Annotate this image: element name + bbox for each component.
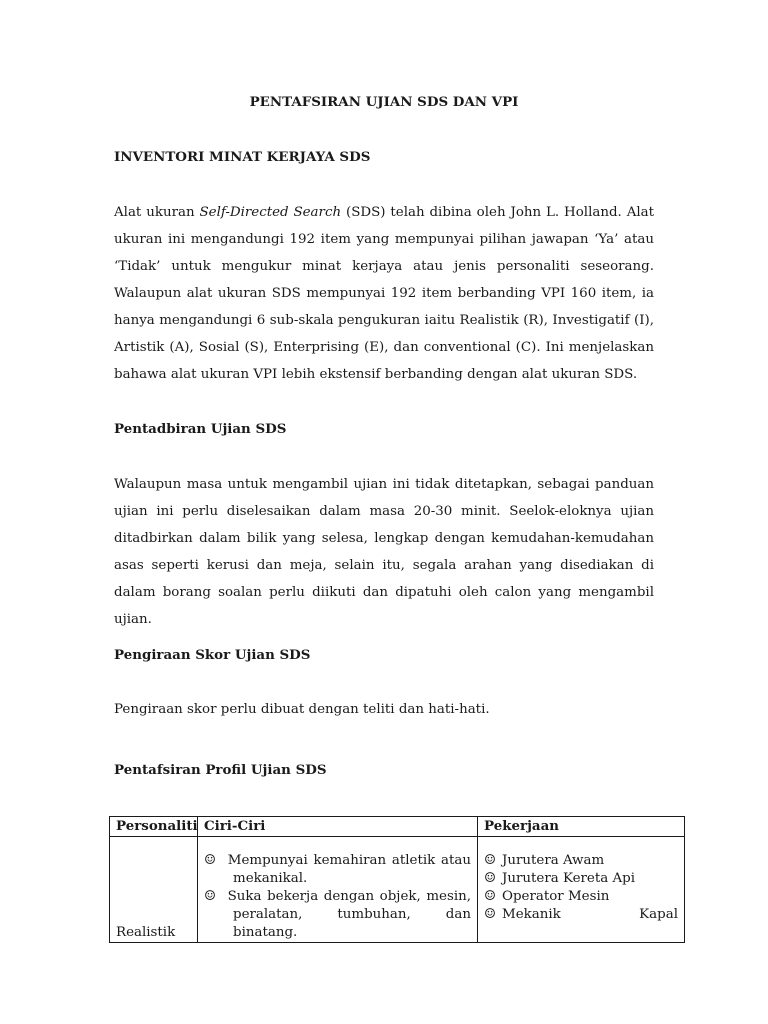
list-item: ☺ Mempunyai kemahiran atletik atau mekanikal. <box>204 853 471 886</box>
smiley-icon: ☺ <box>204 889 217 904</box>
personaliti-label: Realistik <box>116 925 176 940</box>
pengiraan-heading: Pengiraan Skor Ujian SDS <box>114 647 311 663</box>
pentafsiran-heading: Pentafsiran Profil Ujian SDS <box>114 762 327 778</box>
list-item: ☺ Jurutera Awam <box>484 853 605 868</box>
pengiraan-paragraph: Pengiraan skor perlu dibuat dengan teliti dan hati-hati. <box>114 702 490 717</box>
pekerjaan-cell <box>478 837 685 943</box>
header-personaliti: Personaliti <box>110 817 198 837</box>
smiley-icon: ☺ <box>484 889 497 904</box>
section-heading: INVENTORI MINAT KERJAYA SDS <box>114 149 371 165</box>
smiley-icon: ☺ <box>204 853 217 868</box>
list-item: ☺ Mekanik Kapal <box>484 907 678 922</box>
intro-italic-term: Self-Directed Search <box>199 205 342 220</box>
ciri-cell <box>198 837 478 943</box>
list-item: ☺ Suka bekerja dengan objek, mesin, peralatan, tumbuhan, dan binatang. <box>204 889 472 940</box>
list-item: ☺ Operator Mesin <box>484 889 610 904</box>
smiley-icon: ☺ <box>484 871 497 886</box>
intro-paragraph <box>114 199 654 388</box>
jobs-list <box>484 837 678 924</box>
profile-table <box>109 816 685 943</box>
personaliti-cell <box>110 837 198 943</box>
traits-list <box>204 837 471 942</box>
table-row <box>110 837 685 943</box>
header-pekerjaan: Pekerjaan <box>478 817 685 837</box>
smiley-icon: ☺ <box>484 853 497 868</box>
list-item: ☺ Jurutera Kereta Api <box>484 871 636 886</box>
pentadbiran-heading: Pentadbiran Ujian SDS <box>114 421 287 437</box>
intro-text-rest: (SDS) telah dibina oleh John L. Holland. Alat ukuran ini mengandungi 192 item yang mempunyai pilihan jawapan ‘Ya’ atau ‘Tidak’ untuk mengukur minat kerjaya atau jenis personaliti seseorang. Walaupun alat ukuran SDS mempunyai 192 item berbanding VPI 160 item, ia hanya mengandungi 6 sub-skala pengukuran iaitu Realistik (R), Investigatif (I), Artistik (A), Sosial (S), Enterprising (E), dan conventional (C). Ini menjelaskan bahawa alat ukuran VPI lebih ekstensif berbanding dengan alat ukuran SDS. <box>114 205 655 382</box>
pentadbiran-paragraph: Walaupun masa untuk mengambil ujian ini tidak ditetapkan, sebagai panduan ujian ini perlu diselesaikan dalam masa 20-30 minit. Seelok-eloknya ujian ditadbirkan dalam bilik yang selesa, lengkap dengan kemudahan-kemudahan asas seperti kerusi dan meja, selain itu, segala arahan yang disediakan di dalam borang soalan perlu diikuti dan dipatuhi oleh calon yang mengambil ujian. <box>114 477 654 627</box>
table-header-row <box>110 817 685 837</box>
document-title: PENTAFSIRAN UJIAN SDS DAN VPI <box>249 94 519 110</box>
intro-text-start: Alat ukuran <box>114 205 200 220</box>
header-ciri-ciri: Ciri-Ciri <box>198 817 478 837</box>
smiley-icon: ☺ <box>484 907 497 922</box>
